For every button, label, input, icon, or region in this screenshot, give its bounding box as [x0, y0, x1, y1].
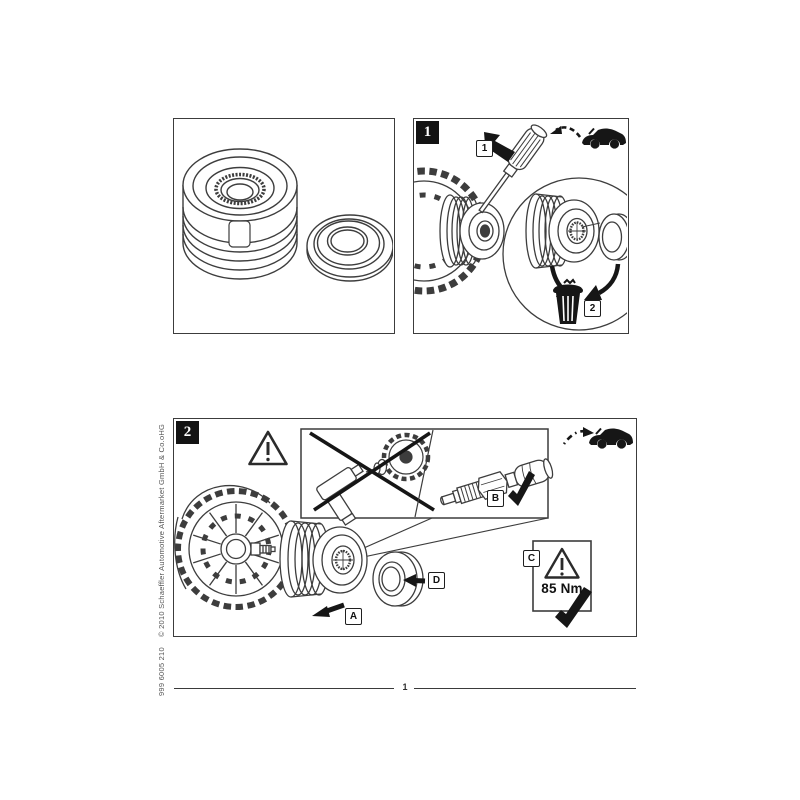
callout-cap: D [428, 572, 445, 589]
warning-triangle-icon [250, 432, 287, 464]
trash-bin-icon [553, 280, 583, 324]
installation-illustration [174, 419, 635, 635]
footer-rule-right [414, 688, 636, 689]
page-number: 1 [402, 682, 408, 692]
callout-discard: 2 [584, 300, 601, 317]
new-pulley-illustration [280, 521, 367, 597]
panel-installation-step [173, 418, 637, 637]
panel-removal-step [413, 118, 629, 334]
pulley-and-cap-illustration [174, 119, 393, 332]
car-hood-open-icon [550, 126, 626, 149]
callout-torque: C [523, 550, 540, 567]
callout-pulley: A [345, 608, 362, 625]
callout-screwdriver: 1 [476, 140, 493, 157]
pulley-illustration [183, 149, 297, 279]
order-number-vertical-text: 999 6005 210 [157, 647, 166, 696]
leader-line [354, 518, 548, 559]
callout-tool: B [487, 490, 504, 507]
mounted-pulley-illustration [440, 195, 504, 267]
protective-cap-illustration [307, 215, 393, 281]
copyright-vertical-text: © 2010 Schaeffler Automotive Aftermarket GmbH & Co.oHG [157, 423, 166, 637]
alternator-illustration [175, 486, 294, 607]
step-badge: 2 [176, 421, 199, 444]
panel-parts-overview [173, 118, 395, 334]
step-badge: 1 [416, 121, 439, 144]
footer-rule-left [174, 688, 394, 689]
removed-cap-illustration [599, 214, 627, 260]
car-hood-open-icon [564, 427, 633, 449]
removed-pulley-illustration [526, 194, 600, 268]
torque-value: 85 Nm [541, 581, 583, 596]
mount-direction-arrow [312, 605, 344, 617]
